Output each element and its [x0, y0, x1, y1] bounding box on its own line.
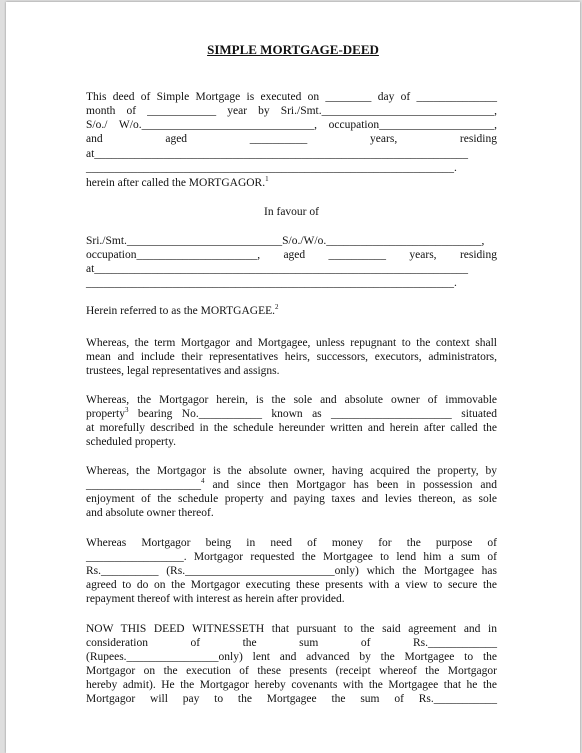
line-text: Herein referred to as the MORTGAGEE.: [86, 305, 275, 317]
line-text: trustees, legal representatives and assigns.: [86, 365, 280, 377]
line-text: Whereas, the term Mortgagor and Mortgagee, unless repugnant to the context shall: [86, 337, 497, 349]
deed-text-line: [86, 464, 497, 478]
footnote-marker: 1: [265, 175, 269, 183]
line-text: Rs.__________ (Rs.__________________________only) which the Mortgagee has: [86, 565, 497, 577]
line-text: In favour of: [264, 206, 319, 218]
deed-text-line: [86, 678, 497, 692]
line-text: herein after called the MORTGAGOR.: [86, 177, 266, 189]
line-text: agreed to do on the Mortgagor executing these presents with a view to secure the: [86, 579, 497, 591]
deed-text-line: [86, 276, 497, 290]
line-text: Mortgagor on the execution of these presents (receipt whereof the Mortgagor: [86, 665, 497, 677]
line-text: Mortgagor will pay to the Mortgagee the sum of Rs.___________: [86, 693, 497, 705]
deed-text-line: [86, 564, 497, 578]
line-text: ________________________________________________________________.: [86, 277, 457, 289]
line-text: Whereas, the Mortgagor herein, is the sole and absolute owner of immovable: [86, 394, 497, 406]
line-text-continued: and since then Mortgagor has been in possession and: [204, 479, 497, 491]
deed-text-line: [86, 536, 497, 550]
deed-text-line: [86, 262, 497, 276]
footnote-marker: 3: [124, 406, 129, 414]
line-text-continued: bearing No.___________ known as _____________________ situated: [128, 408, 497, 420]
deed-text-line: [86, 506, 497, 520]
deed-text-line: [86, 692, 497, 706]
deed-title: SIMPLE MORTGAGE-DEED: [207, 42, 379, 57]
footnote-marker: 4: [201, 477, 205, 485]
line-text: Sri./Smt.___________________________S/o./W/o.___________________________,: [86, 235, 485, 247]
line-text: scheduled property.: [86, 436, 176, 448]
deed-text-line: [86, 336, 497, 350]
deed-text-line: [86, 407, 497, 421]
line-text: Whereas Mortgagor being in need of money for the purpose of: [86, 537, 497, 549]
line-text: NOW THIS DEED WITNESSETH that pursuant to the said agreement and in: [86, 623, 497, 635]
line-text: enjoyment of the schedule property and paying taxes and levies thereon, as sole: [86, 493, 497, 505]
document-page: [6, 2, 580, 753]
line-text: ________________________________________________________________.: [86, 162, 457, 174]
line-text: repayment thereof with interest as herein after provided.: [86, 593, 345, 605]
line-text: hereby admit). He the Mortgagor hereby covenants with the Mortgagee that he the: [86, 679, 497, 691]
line-text: ____________________: [86, 479, 201, 491]
deed-text-line: [86, 592, 497, 606]
deed-text-line: [86, 393, 497, 407]
deed-text-line: [86, 650, 497, 664]
line-text: S/o./ W/o.______________________________, occupation____________________,: [86, 119, 497, 131]
deed-text-line: [86, 578, 497, 592]
line-text: and absolute owner thereof.: [86, 507, 214, 519]
deed-text-line: [86, 132, 497, 146]
deed-text-line: [86, 364, 497, 378]
deed-text-line: [86, 492, 497, 506]
deed-text-line: [86, 147, 497, 161]
line-text: at_________________________________________________________________: [86, 148, 469, 160]
line-text: at_________________________________________________________________: [86, 263, 469, 275]
deed-text-line: [86, 550, 497, 564]
deed-text-line: [86, 350, 497, 364]
line-text: This deed of Simple Mortgage is executed on ________ day of ______________: [86, 91, 497, 103]
deed-text-line: [86, 161, 497, 175]
line-text: mean and include their representatives heirs, successors, executors, administrators,: [86, 351, 497, 363]
deed-text-line: [86, 104, 497, 118]
footnote-marker: 2: [275, 303, 279, 311]
line-text: occupation_____________________, aged __________ years, residing: [86, 249, 497, 261]
deed-text-line: [86, 205, 497, 219]
deed-text-line: [86, 435, 497, 449]
deed-text-line: [86, 622, 497, 636]
deed-text-line: [86, 90, 497, 104]
deed-text-line: [86, 304, 497, 318]
line-text: consideration of the sum of Rs.____________: [86, 637, 497, 649]
line-text: _________________. Mortgagor requested the Mortgagee to lend him a sum of: [86, 551, 497, 563]
deed-text-line: [86, 478, 497, 492]
line-text: and aged __________ years, residing: [86, 133, 497, 145]
deed-text-line: [86, 176, 497, 190]
deed-text-line: [86, 636, 497, 650]
line-text: at morefully described in the schedule hereunder written and herein after called the: [86, 422, 497, 434]
deed-text-line: [86, 118, 497, 132]
line-text: Whereas, the Mortgagor is the absolute owner, having acquired the property, by: [86, 465, 497, 477]
deed-text-line: [86, 248, 497, 262]
deed-text-line: [86, 664, 497, 678]
line-text: property: [86, 408, 125, 420]
deed-text-line: [86, 421, 497, 435]
deed-text-line: [86, 234, 497, 248]
line-text: (Rupees.________________only) lent and advanced by the Mortgagee to the: [86, 651, 497, 663]
line-text: month of ____________ year by Sri./Smt.______________________________,: [86, 105, 497, 117]
